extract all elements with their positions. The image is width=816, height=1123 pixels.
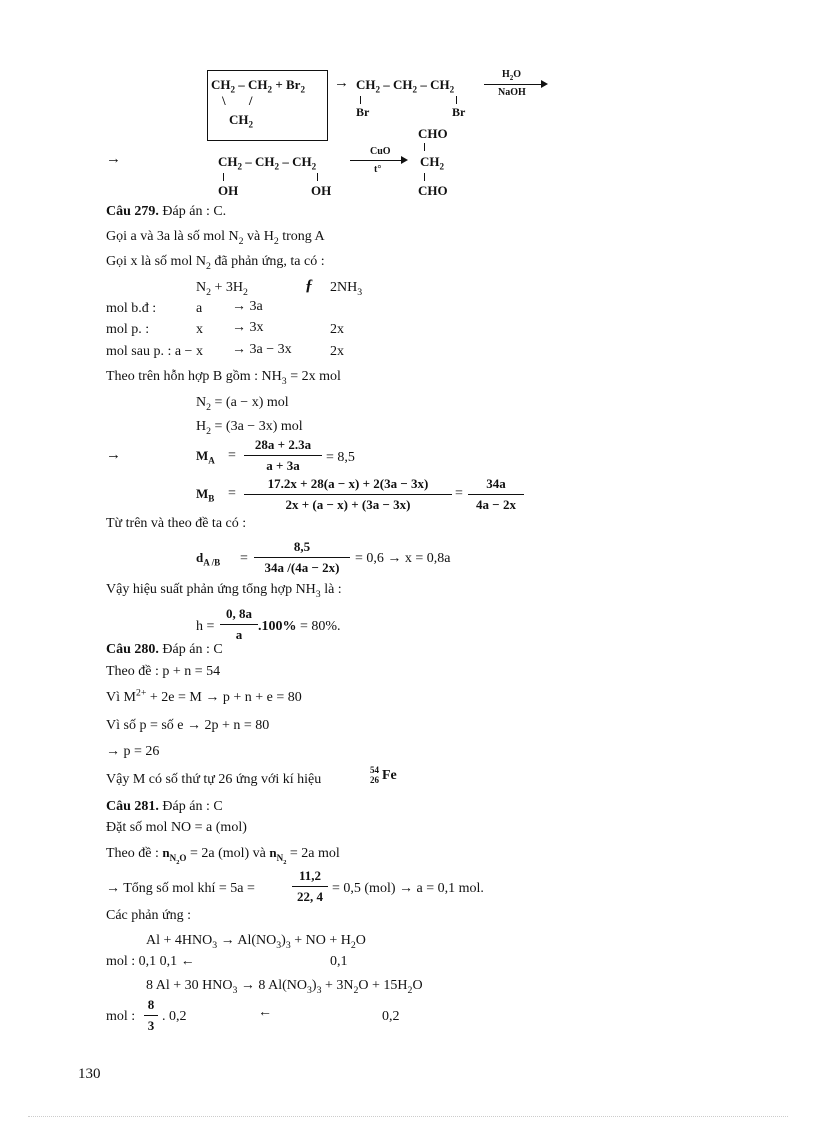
q281-heading [106,800,223,814]
h-percent: .100% [258,619,297,634]
q281-label: Câu 281. [106,799,159,814]
mb-equals: = [228,486,236,501]
mol-row-2-b: . 0,2 [162,1009,187,1024]
q280-line1: Theo đề : p + n = 54 [106,664,221,679]
q280-answer: Đáp án : C [158,642,223,657]
q279-line2: Gọi x là số mol $N_2$ đã phản ứng, ta có : [106,254,325,272]
gas-fraction [292,868,328,905]
q279-line5: $H_2 = (3a - 3x)$ mol [196,419,303,437]
ma-value: = 8,5 [326,450,355,465]
mb-equals-2: = [455,486,463,501]
q279-line1: Gọi a và 3a là số mol $N_2$ và $H_2$ trong A [106,229,325,247]
condition-h2o: $H_2O$ [502,69,522,82]
bond-br-2 [456,96,457,104]
element-fe: Fe [382,768,397,783]
d-value: = 0,6 → x = 0,8a [355,551,451,566]
row-initial-a: a [196,301,203,316]
reactant-line2: $CH_2$ [229,112,254,130]
ma-fraction [244,437,322,474]
footer-rule [28,1116,788,1117]
n-n2: $n_{N_2}$ [269,845,287,866]
mol-frac-den: 3 [147,1018,155,1033]
q279-line4: $N_2 = (a - x)$ mol [196,395,289,413]
q281-answer: Đáp án : C [158,799,223,814]
br-label-1: Br [356,105,370,119]
q281-line2-c: = 2a mol [289,846,340,861]
q279-answer: Đáp án : C. [158,204,227,219]
d-denominator: 34a /(4a − 2x) [264,560,340,575]
mass-number: 54 [370,765,379,775]
q279-eq-product: $2NH_3$ [330,280,363,298]
reactant-line1: $CH_2 - CH_2 + Br_2$ [211,77,305,95]
q280-line2: Vì $M^{2+} + 2e = M \to p + n + e = 80$ [106,687,302,705]
q279-label: Câu 279. [106,204,159,219]
mb-fraction-2 [468,476,524,513]
q280-heading [106,643,223,657]
row-react-a: x [196,322,203,337]
q281-line2-a: Theo đề : [106,846,159,861]
mb2-numerator: 34a [468,476,524,495]
h-numerator: 0, 8a [220,606,258,625]
reaction-1: $Al + 4HNO_3 \to Al(NO_3)_3$ + NO + $H_2O$ [146,933,366,951]
arrow-oxidation-line [350,160,402,161]
q281-line4: Các phản ứng : [106,908,191,923]
ma-equals: = [228,448,236,463]
equilibrium-symbol: ƒ [305,277,313,294]
row-initial-b: → 3a [232,299,263,314]
ring-bonds: \ / [222,93,263,108]
mol-row-2-value: 0,2 [382,1009,400,1024]
q281-line3b: = 0,5 (mol) → a = 0,1 mol. [332,881,484,896]
mb-label: $M_B$ [196,486,215,504]
q280-line3: Vì số p = số e → 2p + n = 80 [106,718,270,733]
bond-cho-bottom [424,173,425,181]
n-n2o: $n_{N_2O}$ [162,845,187,866]
gas-denominator: 22, 4 [297,889,323,904]
q279-line6: Từ trên và theo đề ta có : [106,516,247,531]
q281-line3a: → Tổng số mol khí = 5a = [106,881,255,896]
q279-equation: $N_2 + 3H_2$ [196,280,248,298]
row-react-c: 2x [330,322,344,337]
q281-line2 [106,845,340,866]
h-value [258,620,341,634]
row-after-c: 2x [330,344,344,359]
q280-label: Câu 280. [106,642,159,657]
h-result: = 80%. [300,619,341,634]
arrow-ma: → [106,447,121,463]
h-denominator: a [235,627,243,642]
diol-product: $CH_2 - CH_2 - CH_2$ [218,154,317,172]
row-after-label: mol sau p. : a − x [106,344,203,359]
arrow-hydrolysis-line [484,84,542,85]
mol-row-1-value: 0,1 [330,954,348,969]
arrow-oxidation-head [401,156,408,164]
mol-row-2-label: mol : [106,1009,136,1024]
row-react-b: → 3x [232,320,264,335]
mol-fraction [144,997,158,1034]
gas-numerator: 11,2 [292,868,328,887]
oh-label-2: OH [311,183,332,198]
q279-heading [106,205,226,219]
atomic-number: 26 [370,775,379,785]
condition-cuo: CuO [370,146,391,157]
row-initial-label: mol b.đ : [106,301,157,316]
cho-top: CHO [418,126,448,141]
mol-frac-num: 8 [144,997,158,1016]
bond-br-1 [360,96,361,104]
q279-line7: Vậy hiệu suất phản ứng tổng hợp $NH_3$ là : [106,582,342,600]
condition-temp: t° [374,164,382,175]
mb2-denominator: 4a − 2x [476,497,516,512]
ma-numerator: 28a + 2.3a [244,437,322,456]
arrow-2: → [106,151,121,167]
ma-label: $M_A$ [196,448,215,466]
mb-fraction [244,476,452,513]
q280-line5: Vậy M có số thứ tự 26 ứng với kí hiệu [106,772,322,787]
br-label-2: Br [452,105,466,119]
q281-line1: Đặt số mol NO = a (mol) [106,820,247,835]
q280-line4: → p = 26 [106,744,160,759]
q281-line2-b: = 2a (mol) và [189,846,266,861]
d-label: $d_{A /B}$ [196,550,221,568]
q279-line3: Theo trên hỗn hợp B gồm : $NH_3 = 2x$ mol [106,369,341,387]
ch2-middle: $CH_2$ [420,154,445,172]
page-number: 130 [78,1066,101,1082]
row-react-label: mol p. : [106,322,150,337]
cho-bottom: CHO [418,183,448,198]
bond-oh-1 [223,173,224,181]
ma-denominator: a + 3a [266,458,300,473]
h-fraction [220,606,258,643]
mb-denominator: 2x + (a − x) + (3a − 3x) [285,497,411,512]
d-equals: = [240,551,248,566]
dibromo-product: $CH_2 - CH_2 - CH_2$ [356,77,455,95]
reaction-2: 8 Al + 30 $HNO_3 \to 8$ $Al(NO_3)_3 + 3N_2O + 15H_2O$ [146,978,423,996]
d-numerator: 8,5 [254,539,350,558]
mol-row-2-arrow: ← [258,1005,272,1020]
bond-cho-top [424,143,425,151]
oh-label-1: OH [218,183,239,198]
d-fraction [254,539,350,576]
row-after-b: → 3a − 3x [232,342,292,357]
condition-naoh: NaOH [498,87,526,98]
arrow-hydrolysis-head [541,80,548,88]
h-label: h = [196,619,215,634]
mb-numerator: 17.2x + 28(a − x) + 2(3a − 3x) [244,476,452,495]
arrow-1: → [334,75,349,91]
bond-oh-2 [317,173,318,181]
mol-row-1: mol : 0,1 0,1 ← [106,954,195,969]
